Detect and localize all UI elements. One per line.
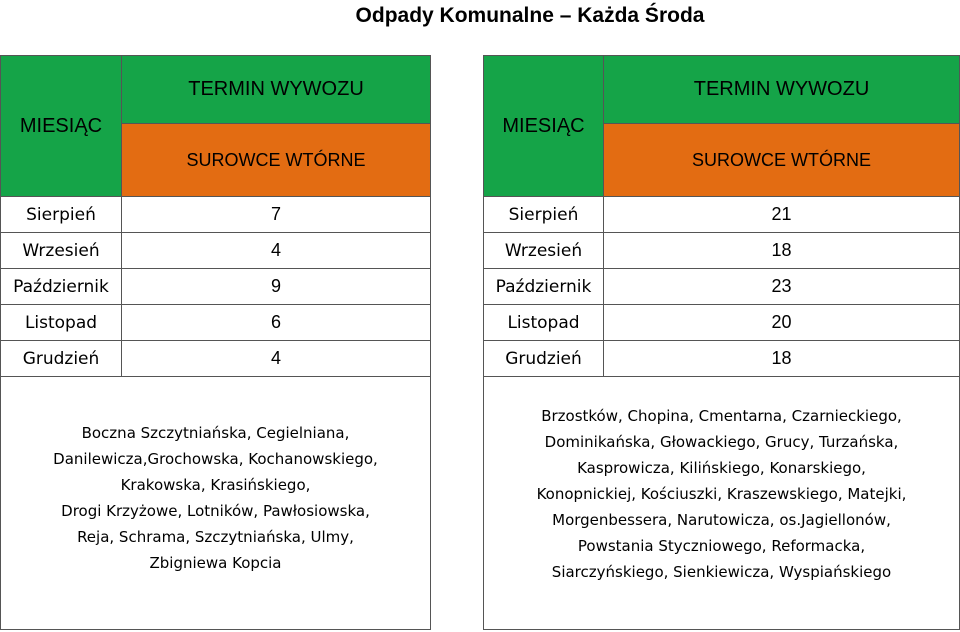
schedule-panel-right — [483, 55, 960, 630]
month-cell: Grudzień — [1, 341, 122, 377]
table-row — [484, 197, 960, 233]
table-row — [1, 305, 431, 341]
month-cell: Listopad — [484, 305, 604, 341]
street-line: Drogi Krzyżowe, Lotników, Pawłosiowska, — [61, 502, 370, 520]
day-cell: 9 — [122, 269, 431, 305]
street-line: Zbigniewa Kopcia — [149, 554, 282, 572]
day-cell: 20 — [604, 305, 960, 341]
schedule-table-right — [483, 55, 960, 377]
street-line: Morgenbessera, Narutowicza, os.Jagiellonów, — [552, 511, 891, 529]
month-cell: Wrzesień — [1, 233, 122, 269]
street-line: Konopnickiej, Kościuszki, Kraszewskiego, Matejki, — [536, 485, 907, 503]
day-cell: 7 — [122, 197, 431, 233]
day-cell: 23 — [604, 269, 960, 305]
month-cell: Listopad — [1, 305, 122, 341]
table-row — [484, 305, 960, 341]
day-cell: 18 — [604, 341, 960, 377]
table-row — [484, 269, 960, 305]
day-cell: 18 — [604, 233, 960, 269]
table-row — [484, 233, 960, 269]
table-row — [1, 233, 431, 269]
street-line: Boczna Szczytniańska, Cegielniana, — [81, 424, 350, 442]
street-line: Brzostków, Chopina, Cmentarna, Czarnieckiego, — [541, 407, 902, 425]
street-line: Siarczyńskiego, Sienkiewicza, Wyspiańskiego — [551, 563, 892, 581]
month-cell: Sierpień — [484, 197, 604, 233]
street-line: Powstania Styczniowego, Reformacka, — [577, 537, 866, 555]
day-cell: 4 — [122, 341, 431, 377]
street-list-right — [483, 377, 960, 630]
street-line: Krakowska, Krasińskiego, — [120, 476, 311, 494]
street-line: Dominikańska, Głowackiego, Grucy, Turzańska, — [544, 433, 899, 451]
street-list-left — [0, 377, 431, 630]
table-row — [1, 269, 431, 305]
schedule-panel-left — [0, 55, 431, 630]
day-cell: 6 — [122, 305, 431, 341]
day-cell: 4 — [122, 233, 431, 269]
street-line: Danilewicza,Grochowska, Kochanowskiego, — [53, 450, 378, 468]
month-cell: Sierpień — [1, 197, 122, 233]
header-sub: SUROWCE WTÓRNE — [604, 124, 960, 197]
table-row — [1, 197, 431, 233]
month-cell: Październik — [484, 269, 604, 305]
day-cell: 21 — [604, 197, 960, 233]
table-row — [1, 341, 431, 377]
table-row — [484, 341, 960, 377]
month-cell: Wrzesień — [484, 233, 604, 269]
schedule-table-left — [0, 55, 431, 377]
header-term: TERMIN WYWOZU — [604, 56, 960, 124]
header-sub: SUROWCE WTÓRNE — [122, 124, 431, 197]
page-title: Odpady Komunalne – Każda Środa — [355, 4, 705, 27]
month-cell: Październik — [1, 269, 122, 305]
header-month: MIESIĄC — [484, 56, 604, 197]
street-line: Reja, Schrama, Szczytniańska, Ulmy, — [77, 528, 354, 546]
header-term: TERMIN WYWOZU — [122, 56, 431, 124]
street-line: Kasprowicza, Kilińskiego, Konarskiego, — [577, 459, 866, 477]
header-month: MIESIĄC — [1, 56, 122, 197]
month-cell: Grudzień — [484, 341, 604, 377]
